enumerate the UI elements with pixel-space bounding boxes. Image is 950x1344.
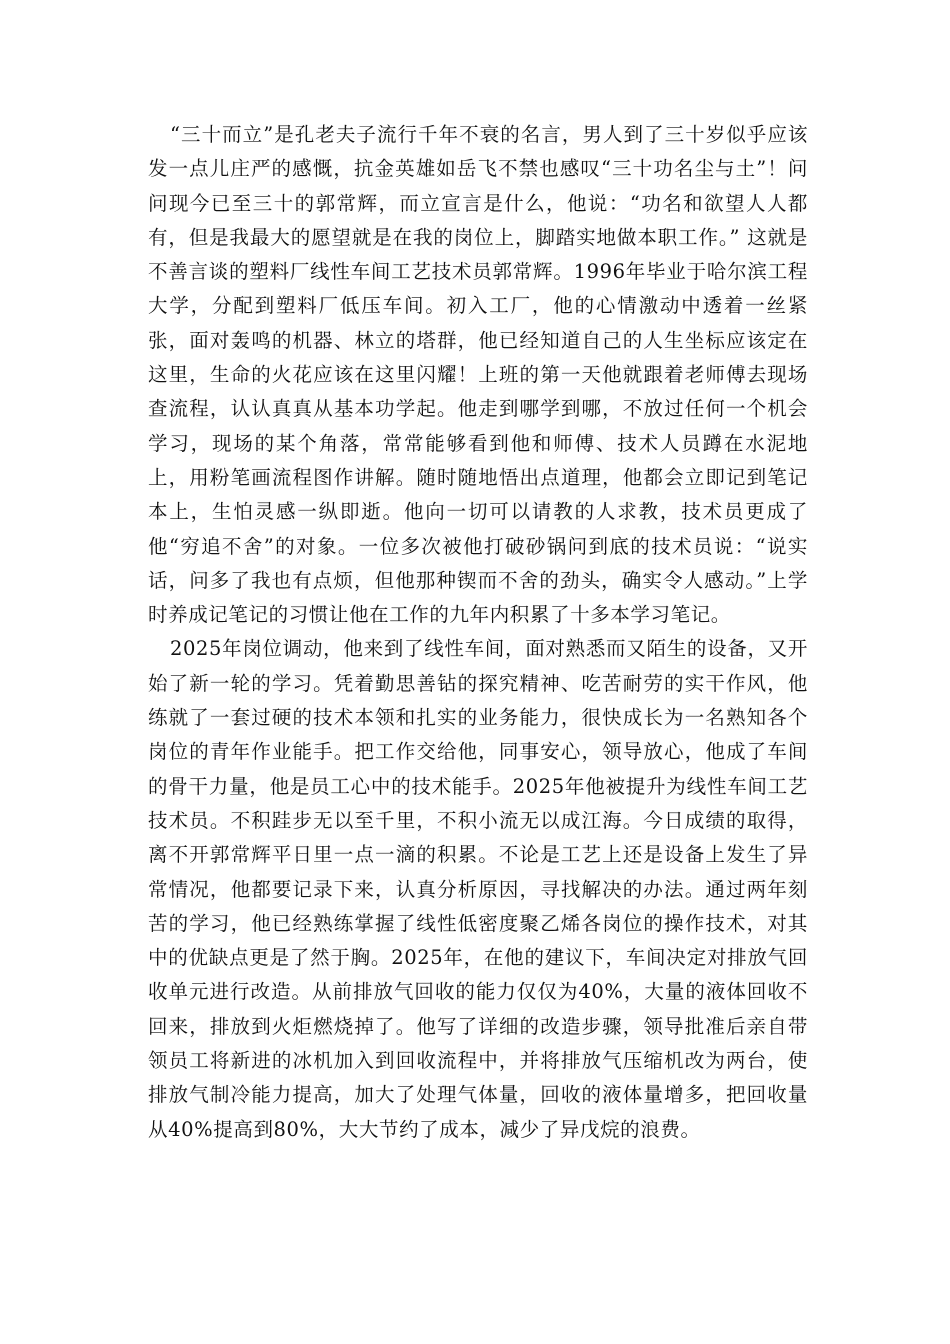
document-page	[148, 118, 808, 1147]
paragraph-1: “三十而立”是孔老夫子流行千年不衰的名言，男人到了三十岁似乎应该发一点儿庄严的感慨，抗金英雄如岳飞不禁也感叹“三十功名尘与土”！问问现今已至三十的郭常辉，而立宣言是什么，他说：“功名和欲望人人都有，但是我最大的愿望就是在我的岗位上，脚踏实地做本职工作。” 这就是不善言谈的塑料厂线性车间工艺技术员郭常辉。1996年毕业于哈尔滨工程大学，分配到塑料厂低压车间。初入工厂，他的心情激动中透着一丝紧张，面对轰鸣的机器、林立的塔群，他已经知道自己的人生坐标应该定在这里，生命的火花应该在这里闪耀！上班的第一天他就跟着老师傅去现场查流程，认认真真从基本功学起。他走到哪学到哪，不放过任何一个机会学习，现场的某个角落，常常能够看到他和师傅、技术人员蹲在水泥地上，用粉笔画流程图作讲解。随时随地悟出点道理，他都会立即记到笔记本上，生怕灵感一纵即逝。他向一切可以请教的人求教，技术员更成了他“穷追不舍”的对象。一位多次被他打破砂锅问到底的技术员说：“说实话，问多了我也有点烦，但他那种锲而不舍的劲头，确实令人感动。”上学时养成记笔记的习惯让他在工作的九年内积累了十多本学习笔记。	[148, 123, 808, 627]
paragraph-2: 2025年岗位调动，他来到了线性车间，面对熟悉而又陌生的设备，又开始了新一轮的学习。凭着勤思善钻的探究精神、吃苦耐劳的实干作风，他练就了一套过硬的技术本领和扎实的业务能力，很快成长为一名熟知各个岗位的青年作业能手。把工作交给他，同事安心，领导放心，他成了车间的骨干力量，他是员工心中的技术能手。2025年他被提升为线性车间工艺技术员。不积跬步无以至千里，不积小流无以成江海。今日成绩的取得，离不开郭常辉平日里一点一滴的积累。不论是工艺上还是设备上发生了异常情况，他都要记录下来，认真分析原因，寻找解决的办法。通过两年刻苦的学习，他已经熟练掌握了线性低密度聚乙烯各岗位的操作技术，对其中的优缺点更是了然于胸。2025年，在他的建议下，车间决定对排放气回收单元进行改造。从前排放气回收的能力仅仅为40%，大量的液体回收不回来，排放到火炬燃烧掉了。他写了详细的改造步骤，领导批准后亲自带领员工将新进的冰机加入到回收流程中，并将排放气压缩机改为两台，使排放气制冷能力提高，加大了处理气体量，回收的液体量增多，把回收量从40%提高到80%，大大节约了成本，减少了异戊烷的浪费。	[148, 637, 808, 1141]
